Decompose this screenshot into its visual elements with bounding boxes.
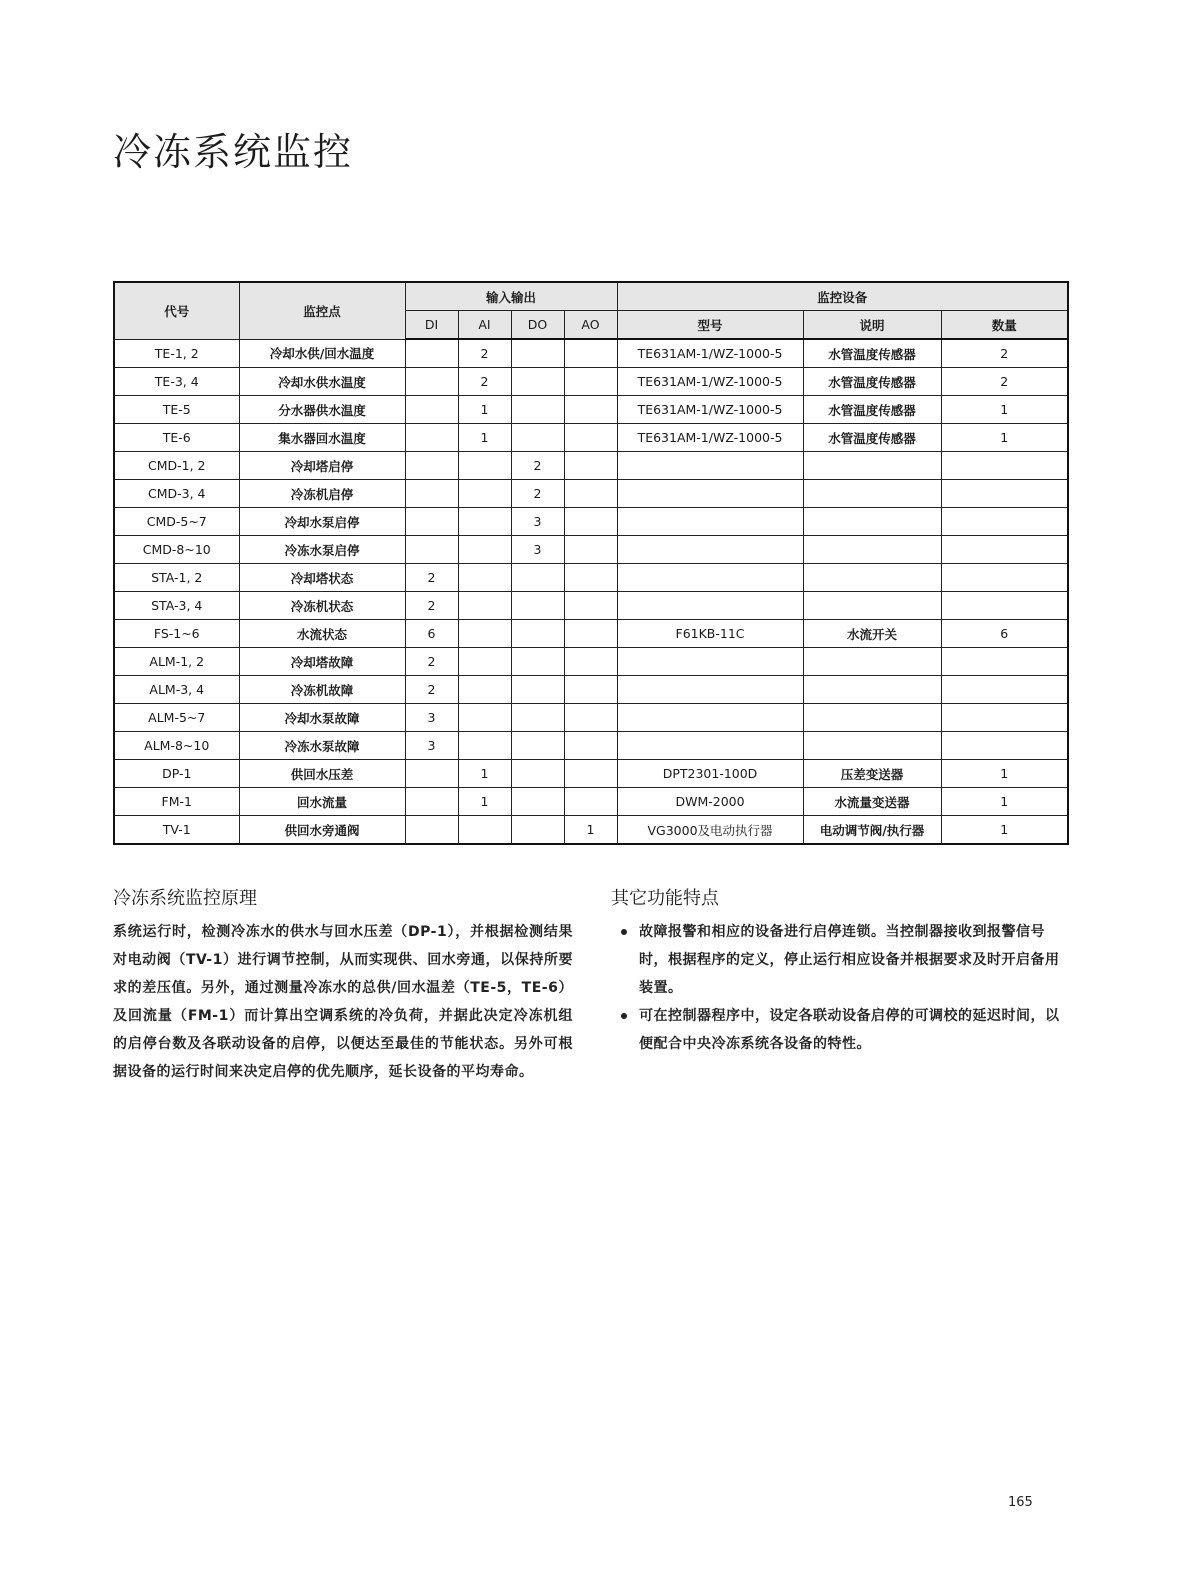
cell-qty (941, 508, 1068, 536)
cell-model (617, 704, 803, 732)
cell-ai (458, 564, 511, 592)
table-row (114, 704, 1068, 732)
cell-do (511, 620, 564, 648)
cell-ai (458, 732, 511, 760)
cell-code: STA-1, 2 (114, 564, 239, 592)
cell-ao (564, 424, 617, 452)
cell-ai (458, 592, 511, 620)
cell-di: 6 (405, 620, 458, 648)
cell-ao (564, 788, 617, 816)
cell-qty: 1 (941, 816, 1068, 845)
cell-ao (564, 396, 617, 424)
cell-desc: 电动调节阀/执行器 (803, 816, 941, 845)
cell-point: 供回水旁通阀 (239, 816, 405, 845)
cell-di (405, 788, 458, 816)
cell-ai (458, 620, 511, 648)
cell-do (511, 760, 564, 788)
cell-do: 2 (511, 452, 564, 480)
cell-point: 回水流量 (239, 788, 405, 816)
table-row (114, 732, 1068, 760)
cell-ao (564, 452, 617, 480)
table-row (114, 452, 1068, 480)
cell-ai (458, 452, 511, 480)
cell-desc (803, 704, 941, 732)
cell-do: 2 (511, 480, 564, 508)
bullet-icon (621, 1013, 627, 1019)
table-row (114, 396, 1068, 424)
cell-desc (803, 508, 941, 536)
cell-point: 冷却塔启停 (239, 452, 405, 480)
cell-desc: 水管温度传感器 (803, 424, 941, 452)
cell-ao (564, 592, 617, 620)
header-ao: AO (564, 311, 617, 340)
cell-di: 3 (405, 732, 458, 760)
cell-di (405, 339, 458, 368)
cell-desc: 水管温度传感器 (803, 339, 941, 368)
cell-di (405, 480, 458, 508)
cell-ai (458, 480, 511, 508)
header-ai: AI (458, 311, 511, 340)
feature-text: 故障报警和相应的设备进行启停连锁。当控制器接收到报警信号时，根据程序的定义，停止运行相应设备并根据要求及时开启备用装置。 (639, 924, 1060, 996)
cell-do (511, 564, 564, 592)
table-row (114, 788, 1068, 816)
cell-desc (803, 676, 941, 704)
cell-qty (941, 564, 1068, 592)
cell-qty: 1 (941, 396, 1068, 424)
feature-item (611, 1002, 1067, 1058)
principle-heading: 冷冻系统监控原理 (113, 888, 257, 909)
cell-code: TV-1 (114, 816, 239, 845)
cell-ai: 1 (458, 396, 511, 424)
cell-point: 冷冻机状态 (239, 592, 405, 620)
cell-model: TE631AM-1/WZ-1000-5 (617, 368, 803, 396)
cell-code: CMD-5~7 (114, 508, 239, 536)
cell-do: 3 (511, 508, 564, 536)
cell-do (511, 648, 564, 676)
cell-code: DP-1 (114, 760, 239, 788)
table-row (114, 564, 1068, 592)
cell-ai (458, 704, 511, 732)
cell-qty: 1 (941, 760, 1068, 788)
cell-ai (458, 508, 511, 536)
cell-point: 冷却塔状态 (239, 564, 405, 592)
cell-di: 2 (405, 648, 458, 676)
cell-di (405, 508, 458, 536)
cell-ai (458, 676, 511, 704)
table-row (114, 620, 1068, 648)
cell-qty (941, 732, 1068, 760)
cell-qty: 2 (941, 339, 1068, 368)
cell-code: TE-6 (114, 424, 239, 452)
cell-di (405, 816, 458, 845)
cell-desc (803, 732, 941, 760)
cell-qty (941, 648, 1068, 676)
cell-di (405, 368, 458, 396)
cell-code: TE-5 (114, 396, 239, 424)
page-number: 165 (1008, 1495, 1033, 1510)
cell-model (617, 452, 803, 480)
features-section (611, 886, 1067, 1058)
cell-qty (941, 536, 1068, 564)
header-do: DO (511, 311, 564, 340)
cell-desc: 水管温度传感器 (803, 396, 941, 424)
cell-ao (564, 480, 617, 508)
cell-model (617, 648, 803, 676)
header-di: DI (405, 311, 458, 340)
cell-ao (564, 648, 617, 676)
cell-model (617, 480, 803, 508)
cell-point: 集水器回水温度 (239, 424, 405, 452)
cell-ai: 2 (458, 368, 511, 396)
cell-do: 3 (511, 536, 564, 564)
cell-do (511, 816, 564, 845)
cell-ao: 1 (564, 816, 617, 845)
cell-model: TE631AM-1/WZ-1000-5 (617, 339, 803, 368)
cell-do (511, 704, 564, 732)
cell-point: 水流状态 (239, 620, 405, 648)
cell-ao (564, 564, 617, 592)
cell-point: 冷却水供水温度 (239, 368, 405, 396)
cell-do (511, 788, 564, 816)
cell-desc (803, 536, 941, 564)
cell-point: 冷冻机故障 (239, 676, 405, 704)
cell-model (617, 536, 803, 564)
cell-code: CMD-8~10 (114, 536, 239, 564)
cell-ao (564, 732, 617, 760)
cell-ai: 1 (458, 788, 511, 816)
cell-code: TE-3, 4 (114, 368, 239, 396)
cell-di: 2 (405, 564, 458, 592)
cell-model (617, 676, 803, 704)
principle-section (113, 886, 573, 1086)
cell-qty: 1 (941, 788, 1068, 816)
principle-body: 系统运行时，检测冷冻水的供水与回水压差（DP-1），并根据检测结果对电动阀（TV-1）进行调节控制，从而实现供、回水旁通，以保持所要求的差压值。另外，通过测量冷冻水的总供/回水温差（TE-5，TE-6）及回流量（FM-1）而计算出空调系统的冷负荷，并据此决定冷冻机组的启停台数及各联动设备的启停，以便达至最佳的节能状态。另外可根据设备的运行时间来决定启停的优先顺序，延长设备的平均寿命。 (113, 924, 573, 1080)
cell-desc (803, 592, 941, 620)
cell-qty (941, 480, 1068, 508)
cell-di (405, 424, 458, 452)
feature-text: 可在控制器程序中，设定各联动设备启停的可调校的延迟时间，以便配合中央冷冻系统各设备的特性。 (639, 1008, 1060, 1052)
cell-code: CMD-3, 4 (114, 480, 239, 508)
cell-desc: 水流开关 (803, 620, 941, 648)
cell-point: 供回水压差 (239, 760, 405, 788)
cell-ao (564, 368, 617, 396)
cell-model: F61KB-11C (617, 620, 803, 648)
cell-code: CMD-1, 2 (114, 452, 239, 480)
cell-point: 冷冻水泵启停 (239, 536, 405, 564)
cell-desc (803, 480, 941, 508)
cell-do (511, 424, 564, 452)
cell-desc: 水流量变送器 (803, 788, 941, 816)
table-row (114, 480, 1068, 508)
table-row (114, 424, 1068, 452)
table-row (114, 592, 1068, 620)
features-list (611, 918, 1067, 1058)
cell-do (511, 732, 564, 760)
features-heading: 其它功能特点 (611, 888, 719, 909)
cell-ao (564, 508, 617, 536)
cell-desc (803, 564, 941, 592)
cell-di (405, 760, 458, 788)
bullet-icon (621, 929, 627, 935)
cell-ai: 1 (458, 424, 511, 452)
cell-do (511, 676, 564, 704)
cell-model: TE631AM-1/WZ-1000-5 (617, 424, 803, 452)
cell-ao (564, 760, 617, 788)
header-model: 型号 (617, 311, 803, 340)
cell-code: ALM-3, 4 (114, 676, 239, 704)
cell-di: 3 (405, 704, 458, 732)
cell-di: 2 (405, 592, 458, 620)
cell-di: 2 (405, 676, 458, 704)
table-row (114, 536, 1068, 564)
cell-model (617, 732, 803, 760)
table-row (114, 339, 1068, 368)
cell-di (405, 396, 458, 424)
cell-point: 冷却水供/回水温度 (239, 339, 405, 368)
header-qty: 数量 (941, 311, 1068, 340)
header-desc: 说明 (803, 311, 941, 340)
cell-model: DWM-2000 (617, 788, 803, 816)
header-point: 监控点 (239, 282, 405, 339)
cell-ao (564, 339, 617, 368)
cell-qty (941, 704, 1068, 732)
cell-code: ALM-8~10 (114, 732, 239, 760)
cell-point: 冷冻机启停 (239, 480, 405, 508)
table-row (114, 508, 1068, 536)
cell-model: VG3000及电动执行器 (617, 816, 803, 845)
cell-do (511, 592, 564, 620)
cell-ao (564, 620, 617, 648)
cell-qty: 6 (941, 620, 1068, 648)
cell-model: DPT2301-100D (617, 760, 803, 788)
table-row (114, 760, 1068, 788)
cell-ao (564, 676, 617, 704)
cell-ai: 2 (458, 339, 511, 368)
monitoring-points-table (113, 281, 1069, 845)
cell-ai (458, 816, 511, 845)
cell-code: FS-1~6 (114, 620, 239, 648)
cell-desc (803, 452, 941, 480)
cell-model (617, 592, 803, 620)
cell-qty (941, 592, 1068, 620)
cell-desc: 压差变送器 (803, 760, 941, 788)
cell-do (511, 396, 564, 424)
feature-item (611, 918, 1067, 1002)
cell-qty (941, 452, 1068, 480)
cell-model (617, 508, 803, 536)
cell-di (405, 536, 458, 564)
cell-ai (458, 536, 511, 564)
cell-code: FM-1 (114, 788, 239, 816)
page-title: 冷冻系统监控 (113, 130, 354, 174)
table-row (114, 816, 1068, 845)
cell-code: STA-3, 4 (114, 592, 239, 620)
cell-qty: 1 (941, 424, 1068, 452)
cell-qty (941, 676, 1068, 704)
cell-code: ALM-1, 2 (114, 648, 239, 676)
cell-ai: 1 (458, 760, 511, 788)
cell-qty: 2 (941, 368, 1068, 396)
cell-point: 冷却塔故障 (239, 648, 405, 676)
cell-do (511, 368, 564, 396)
cell-point: 冷却水泵故障 (239, 704, 405, 732)
cell-model (617, 564, 803, 592)
cell-model: TE631AM-1/WZ-1000-5 (617, 396, 803, 424)
table-row (114, 676, 1068, 704)
header-io: 输入输出 (405, 282, 617, 311)
cell-desc (803, 648, 941, 676)
cell-ai (458, 648, 511, 676)
cell-point: 分水器供水温度 (239, 396, 405, 424)
table-row (114, 368, 1068, 396)
cell-point: 冷却水泵启停 (239, 508, 405, 536)
cell-ao (564, 704, 617, 732)
table-row (114, 648, 1068, 676)
cell-do (511, 339, 564, 368)
cell-code: TE-1, 2 (114, 339, 239, 368)
header-code: 代号 (114, 282, 239, 339)
cell-code: ALM-5~7 (114, 704, 239, 732)
header-device: 监控设备 (617, 282, 1068, 311)
cell-di (405, 452, 458, 480)
cell-point: 冷冻水泵故障 (239, 732, 405, 760)
cell-ao (564, 536, 617, 564)
cell-desc: 水管温度传感器 (803, 368, 941, 396)
